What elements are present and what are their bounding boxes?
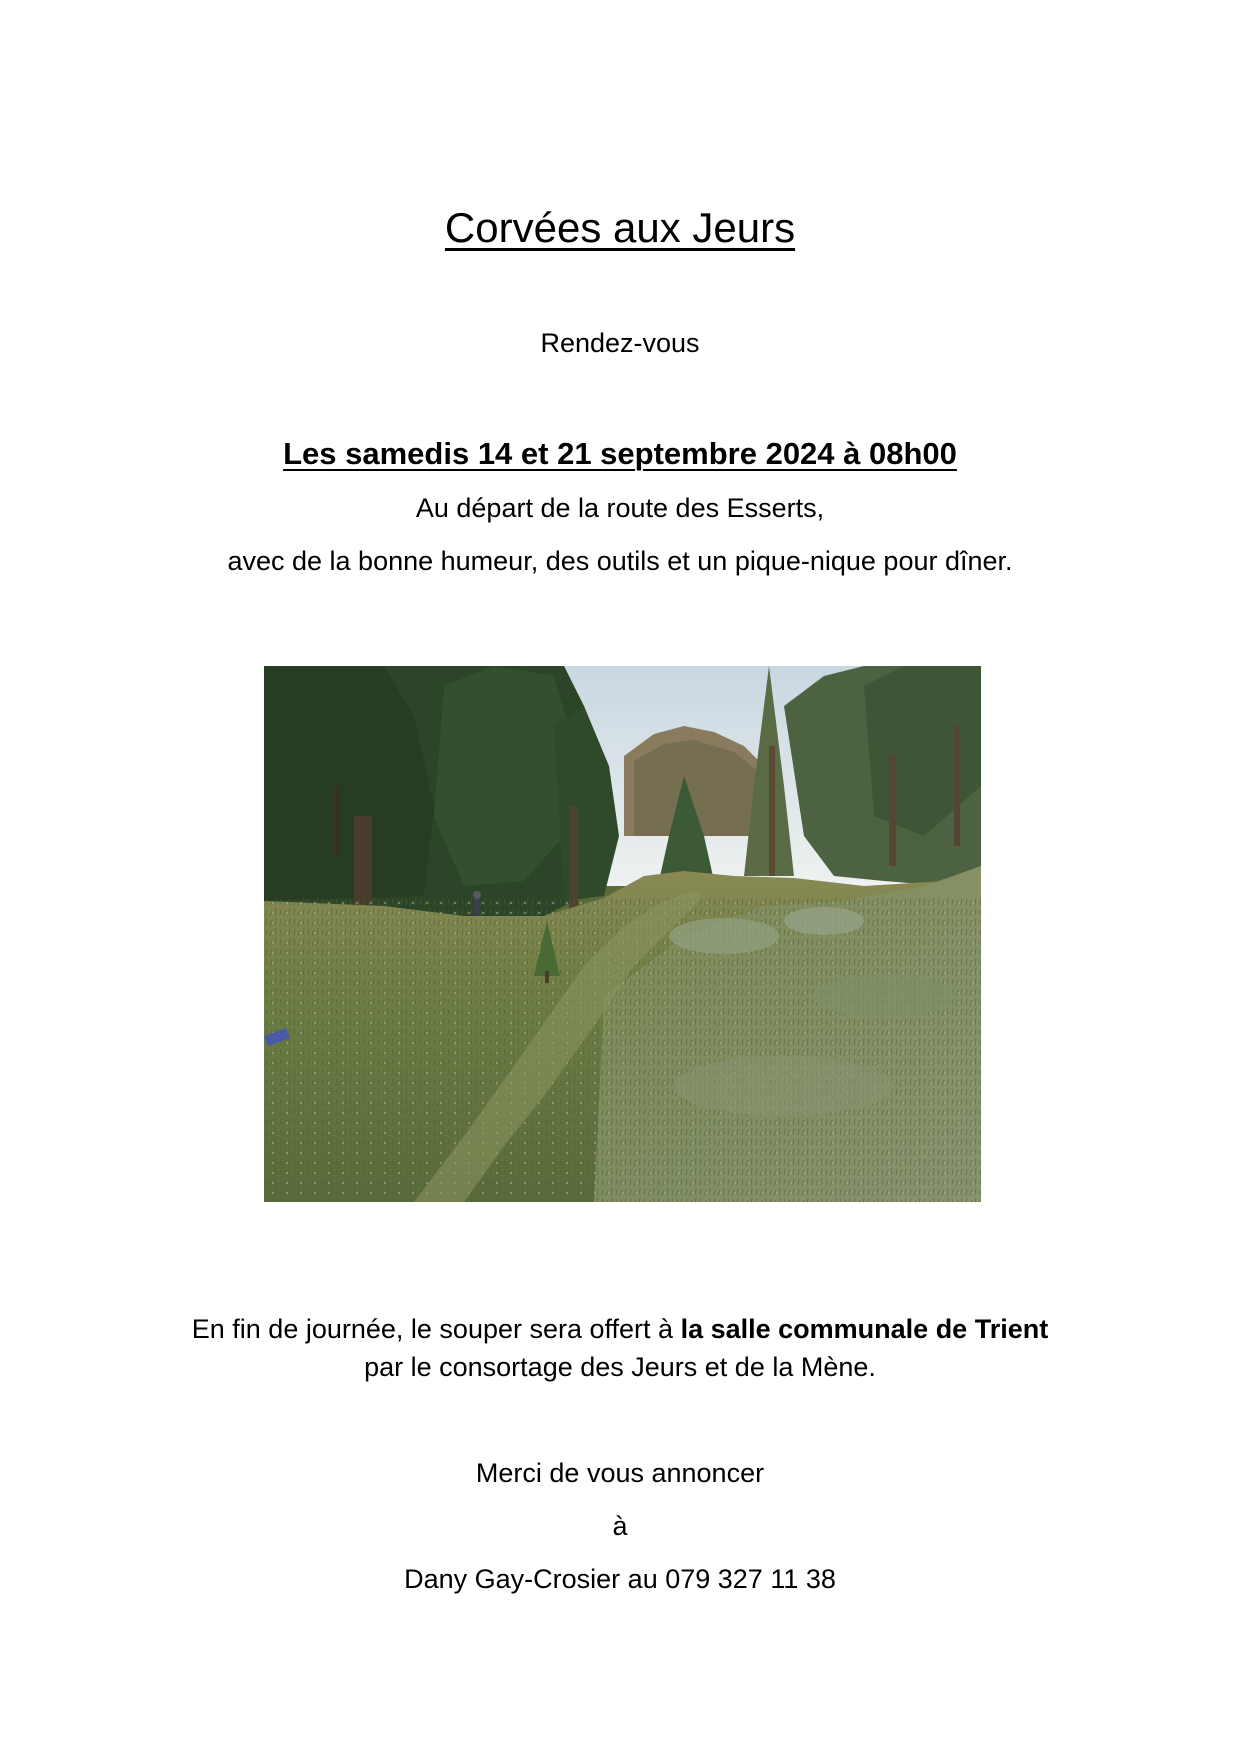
- event-date: Les samedis 14 et 21 septembre 2024 à 08h00: [283, 436, 957, 471]
- rendezvous-label: Rendez-vous: [540, 328, 700, 358]
- host-info: par le consortage des Jeurs et de la Mène.: [364, 1352, 876, 1382]
- supper-info: [0, 1314, 1240, 1345]
- supper-place: la salle communale de Trient: [680, 1314, 1049, 1344]
- what-to-bring: avec de la bonne humeur, des outils et un pique-nique pour dîner.: [227, 546, 1013, 576]
- announce-text: Merci de vous annoncer: [475, 1458, 765, 1488]
- to-text: à: [612, 1511, 628, 1541]
- forest-clearing-photo: [264, 666, 981, 1202]
- page-title: Corvées aux Jeurs: [444, 204, 796, 251]
- supper-prefix: En fin de journée, le souper sera offert à: [191, 1314, 681, 1344]
- contact-info: Dany Gay-Crosier au 079 327 11 38: [404, 1564, 836, 1594]
- departure-location: Au départ de la route des Esserts,: [415, 493, 825, 523]
